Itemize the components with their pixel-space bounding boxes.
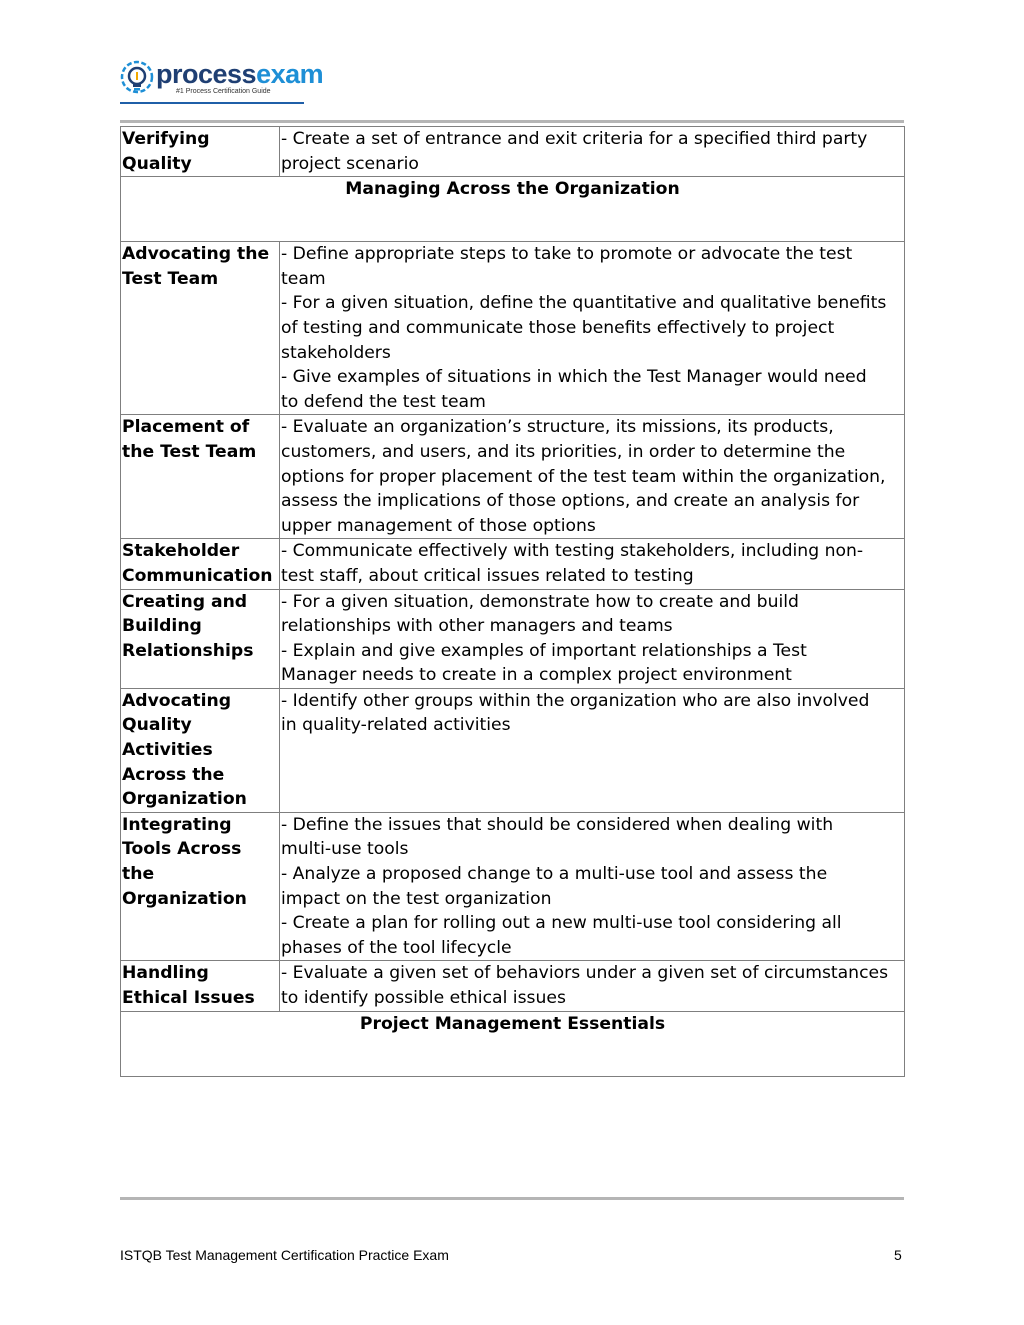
section-header-row <box>121 1011 905 1076</box>
objective-cell <box>280 415 905 539</box>
topic-cell <box>121 961 280 1011</box>
objective-line: - Give examples of situations in which the Test Manager would need <box>281 367 867 388</box>
topic-cell <box>121 812 280 961</box>
objective-cell <box>280 242 905 415</box>
objective-line: project scenario <box>281 153 419 174</box>
objective-cell <box>280 688 905 812</box>
objective-line: options for proper placement of the test team within the organization, <box>281 466 886 487</box>
objective-line: - Evaluate a given set of behaviors under a given set of circumstances <box>281 963 889 984</box>
objective-line: - Evaluate an organization’s structure, its missions, its products, <box>281 417 834 438</box>
objective-line: team <box>281 268 326 289</box>
objective-line: test staff, about critical issues related to testing <box>281 565 694 586</box>
objective-line: to identify possible ethical issues <box>281 988 566 1008</box>
topic-cell <box>121 589 280 688</box>
objective-line: customers, and users, and its priorities, in order to determine the <box>281 441 846 462</box>
objective-line: impact on the test organization <box>281 888 552 909</box>
objective-line: - For a given situation, demonstrate how to create and build <box>281 591 799 612</box>
table-row <box>121 961 905 1011</box>
syllabus-table-body <box>121 127 905 1077</box>
objective-cell <box>280 812 905 961</box>
topic-line: Tools Across <box>122 839 242 860</box>
objective-line: upper management of those options <box>281 515 596 536</box>
processexam-logo <box>120 58 324 106</box>
objective-line: - Communicate effectively with testing stakeholders, including non- <box>281 541 864 562</box>
topic-line: Verifying <box>122 129 210 149</box>
syllabus-table <box>120 126 905 1077</box>
topic-line: the <box>122 864 155 885</box>
table-row <box>121 688 905 812</box>
topic-cell <box>121 415 280 539</box>
topic-line: Test Team <box>122 268 219 289</box>
topic-line: Organization <box>122 789 247 810</box>
table-row <box>121 589 905 688</box>
topic-line: Stakeholder <box>122 541 240 562</box>
objective-line: in quality-related activities <box>281 715 511 736</box>
topic-line: Advocating the <box>122 244 270 265</box>
logo-word-exam: exam <box>256 59 324 89</box>
objective-line: - Define appropriate steps to take to promote or advocate the test <box>281 244 853 265</box>
objective-line: - For a given situation, define the quantitative and qualitative benefits <box>281 293 887 314</box>
objective-line: - Explain and give examples of important relationships a Test <box>281 640 807 661</box>
topic-line: Relationships <box>122 640 254 661</box>
objective-line: phases of the tool lifecycle <box>281 937 512 958</box>
topic-cell <box>121 688 280 812</box>
objective-cell <box>280 539 905 589</box>
objective-cell <box>280 961 905 1011</box>
footer-divider <box>120 1197 904 1200</box>
objective-line: to defend the test team <box>281 391 486 412</box>
objective-line: - Identify other groups within the organization who are also involved <box>281 690 870 711</box>
objective-line: Manager needs to create in a complex project environment <box>281 665 792 686</box>
objective-cell <box>280 589 905 688</box>
topic-cell <box>121 539 280 589</box>
topic-line: Handling <box>122 963 209 984</box>
objective-cell <box>280 127 905 177</box>
objective-line: - Create a set of entrance and exit criteria for a specified third party <box>281 129 868 149</box>
topic-line: Communication <box>122 565 273 586</box>
table-row <box>121 812 905 961</box>
topic-cell <box>121 127 280 177</box>
objective-line: of testing and communicate those benefits effectively to project <box>281 317 835 338</box>
section-header-row <box>121 177 905 242</box>
topic-line: Creating and <box>122 591 248 612</box>
objective-line: stakeholders <box>281 342 391 363</box>
logo-word-process: process <box>156 59 257 89</box>
logo-wordmark <box>156 58 323 90</box>
topic-line: Activities <box>122 740 213 761</box>
logo-underline <box>120 102 304 104</box>
objective-line: multi-use tools <box>281 839 409 860</box>
objective-line: assess the implications of those options, and create an analysis for <box>281 491 860 512</box>
topic-cell <box>121 242 280 415</box>
lightbulb-gear-icon <box>120 60 154 100</box>
table-row <box>121 415 905 539</box>
topic-line: Quality <box>122 153 192 174</box>
topic-line: Advocating <box>122 690 232 711</box>
topic-line: the Test Team <box>122 441 257 462</box>
objective-line: - Define the issues that should be considered when dealing with <box>281 814 834 835</box>
topic-line: Across the <box>122 764 225 785</box>
section-header: Managing Across the Organization <box>121 177 905 242</box>
table-row <box>121 127 905 177</box>
objective-line: - Analyze a proposed change to a multi-use tool and assess the <box>281 864 828 885</box>
footer-title: ISTQB Test Management Certification Practice Exam <box>120 1247 449 1263</box>
table-row <box>121 539 905 589</box>
topic-line: Ethical Issues <box>122 988 255 1008</box>
topic-line: Building <box>122 616 202 637</box>
topic-line: Placement of <box>122 417 250 438</box>
topic-line: Organization <box>122 888 247 909</box>
objective-line: relationships with other managers and teams <box>281 616 673 637</box>
header-divider <box>120 120 904 123</box>
topic-line: Integrating <box>122 814 232 835</box>
section-header: Project Management Essentials <box>121 1011 905 1076</box>
page-number: 5 <box>894 1247 902 1263</box>
topic-line: Quality <box>122 715 192 736</box>
objective-line: - Create a plan for rolling out a new multi-use tool considering all <box>281 913 842 934</box>
logo-tagline: #1 Process Certification Guide <box>176 88 271 95</box>
table-row <box>121 242 905 415</box>
